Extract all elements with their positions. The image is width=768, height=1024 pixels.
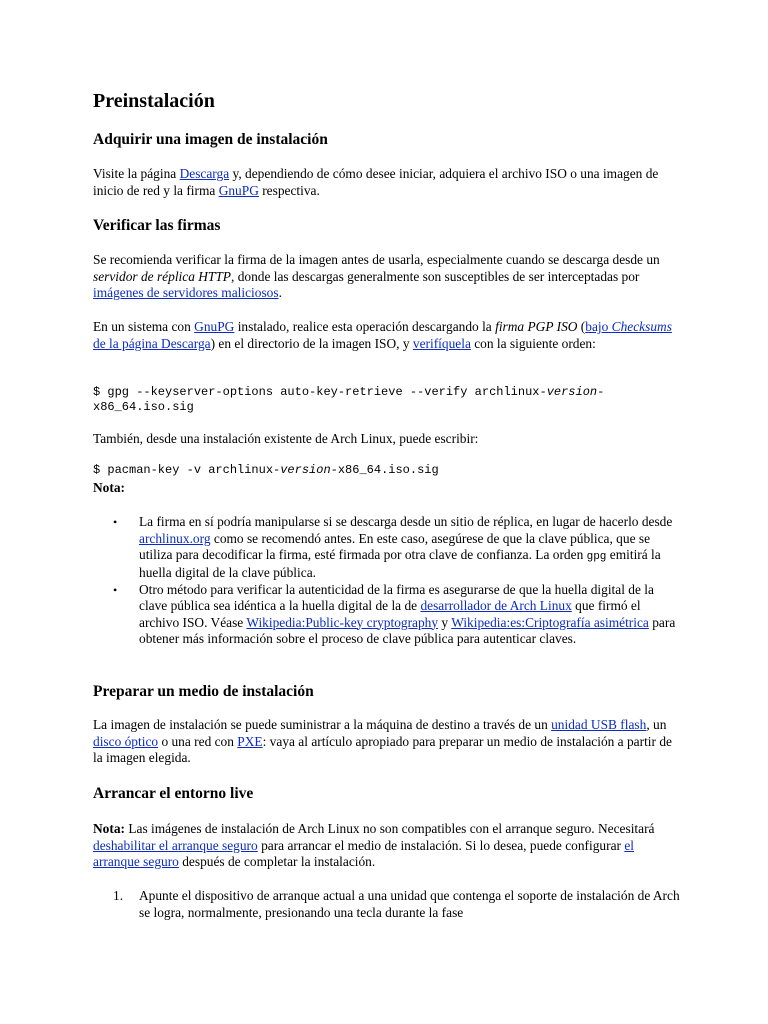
text: La imagen de instalación se puede suministrar a la máquina de destino a través de un <box>93 717 552 732</box>
code-text: $ pacman-key -v archlinux- <box>93 463 281 477</box>
link-wikipedia-public-key[interactable]: Wikipedia:Public-key cryptography <box>246 614 439 630</box>
paragraph-adquirir <box>93 166 683 199</box>
text: instalado, realice esta operación descargando la <box>234 319 496 334</box>
note-label: Nota: <box>93 480 125 495</box>
text: : vaya al artículo apropiado para preparar un medio de instalación a partir de la imagen elegida. <box>93 733 672 765</box>
link-usb-flash[interactable]: unidad USB flash <box>551 717 647 732</box>
link-disco-optico[interactable]: disco óptico <box>93 733 159 749</box>
text: y, dependiendo de cómo desee iniciar, adquiera el archivo ISO o una imagen de inicio de red y la firma <box>93 166 659 198</box>
text: para obtener más información sobre el proceso de clave pública para autenticar claves. <box>139 614 676 646</box>
paragraph-tambien: También, desde una instalación existente de Arch Linux, puede escribir: <box>93 431 479 446</box>
link-desarrollador[interactable]: desarrollador de Arch Linux <box>420 598 572 613</box>
section-heading-adquirir: Adquirir una imagen de instalación <box>93 131 328 148</box>
code-gpg-verify <box>93 385 683 415</box>
text: . <box>278 285 282 300</box>
text: después de completar la instalación. <box>178 854 376 869</box>
code-placeholder: version <box>280 463 331 477</box>
code-text: -x86_64.iso.sig <box>330 463 439 477</box>
code-placeholder: version <box>546 385 598 399</box>
list-item <box>93 514 683 582</box>
section-heading-preparar: Preparar un medio de instalación <box>93 683 314 700</box>
text: , donde las descargas generalmente son susceptibles de ser interceptadas por <box>231 268 640 284</box>
bullet-icon: • <box>113 582 118 597</box>
code-text: $ gpg --keyserver-options auto-key-retrieve --verify archlinux- <box>93 385 547 399</box>
text: que firmó el archivo ISO. Véase <box>139 598 641 630</box>
text: Las imágenes de instalación de Arch Linux no son compatibles con el arranque seguro. Necesitará <box>124 821 655 836</box>
link-wikipedia-criptografia[interactable]: Wikipedia:es:Criptografía asimétrica <box>451 614 649 630</box>
text: ( <box>577 319 586 334</box>
paragraph-verificar-1 <box>93 252 683 302</box>
list-item <box>93 888 683 921</box>
link-pxe[interactable]: PXE <box>237 733 263 749</box>
text: o una red con <box>158 733 238 749</box>
code-text: -x86_64.iso.sig <box>93 385 605 414</box>
link-archlinux-org[interactable]: archlinux.org <box>139 530 211 546</box>
link-part: bajo <box>585 319 612 334</box>
link-part-italic: Checksums <box>611 319 672 334</box>
emphasis-servidor: servidor de réplica HTTP <box>93 268 231 284</box>
section-heading-verificar: Verificar las firmas <box>93 217 221 234</box>
text: y <box>438 614 452 630</box>
emphasis-firma: firma PGP ISO <box>495 319 578 334</box>
text: , un <box>646 717 667 732</box>
text: Se recomienda verificar la firma de la imagen antes de usarla, especialmente cuando se descarga desde un <box>93 252 660 267</box>
text: para arrancar el medio de instalación. Si lo desea, puede configurar <box>257 837 625 853</box>
paragraph-verificar-2 <box>93 319 683 352</box>
link-gnupg[interactable]: GnuPG <box>218 182 259 198</box>
link-imagenes-maliciosos[interactable]: imágenes de servidores maliciosos <box>93 285 279 300</box>
link-descarga[interactable]: Descarga <box>179 166 230 181</box>
text: con la siguiente orden: <box>470 335 596 351</box>
text: Otro método para verificar la autenticidad de la firma es asegurarse de que la huella digital de la clave pública sea idéntica a la huella digital de la de <box>139 581 654 613</box>
note-label: Nota: <box>93 821 125 836</box>
section-heading-arrancar: Arrancar el entorno live <box>93 785 254 802</box>
text: En un sistema con <box>93 319 195 334</box>
text: como se recomendó antes. En este caso, asegúrese de que la clave pública, que se utiliza para decodificar la firma, esté firmada por otra clave de confianza. La orden <box>139 530 651 562</box>
page-title: Preinstalación <box>93 90 215 112</box>
bullet-icon: • <box>113 515 118 529</box>
text: respectiva. <box>258 182 320 198</box>
code-gpg: gpg <box>586 551 607 563</box>
note-list <box>93 514 683 648</box>
steps-list <box>93 888 683 921</box>
list-item <box>93 582 683 648</box>
code-pacman-key <box>93 463 683 478</box>
paragraph-preparar <box>93 717 683 767</box>
link-deshabilitar-arranque-seguro[interactable]: deshabilitar el arranque seguro <box>93 837 258 853</box>
link-part: de la página Descarga <box>93 335 211 351</box>
text: ) en el directorio de la imagen ISO, y <box>210 335 413 351</box>
paragraph-arrancar-nota <box>93 821 683 871</box>
link-gnupg-2[interactable]: GnuPG <box>194 319 235 334</box>
link-verifiquela[interactable]: verifíquela <box>412 335 471 351</box>
link-arranque-seguro[interactable]: el arranque seguro <box>93 837 634 869</box>
step-text: Apunte el dispositivo de arranque actual a una unidad que contenga el soporte de instalación de Arch se logra, normalmente, presionando una tecla durante la fase <box>139 888 680 920</box>
text: La firma en sí podría manipularse si se descarga desde un sitio de réplica, en lugar de hacerlo desde <box>139 514 673 529</box>
step-number: 1. <box>113 888 124 903</box>
text: emitirá la huella digital de la clave pública. <box>139 547 661 580</box>
text: Visite la página <box>93 166 180 181</box>
